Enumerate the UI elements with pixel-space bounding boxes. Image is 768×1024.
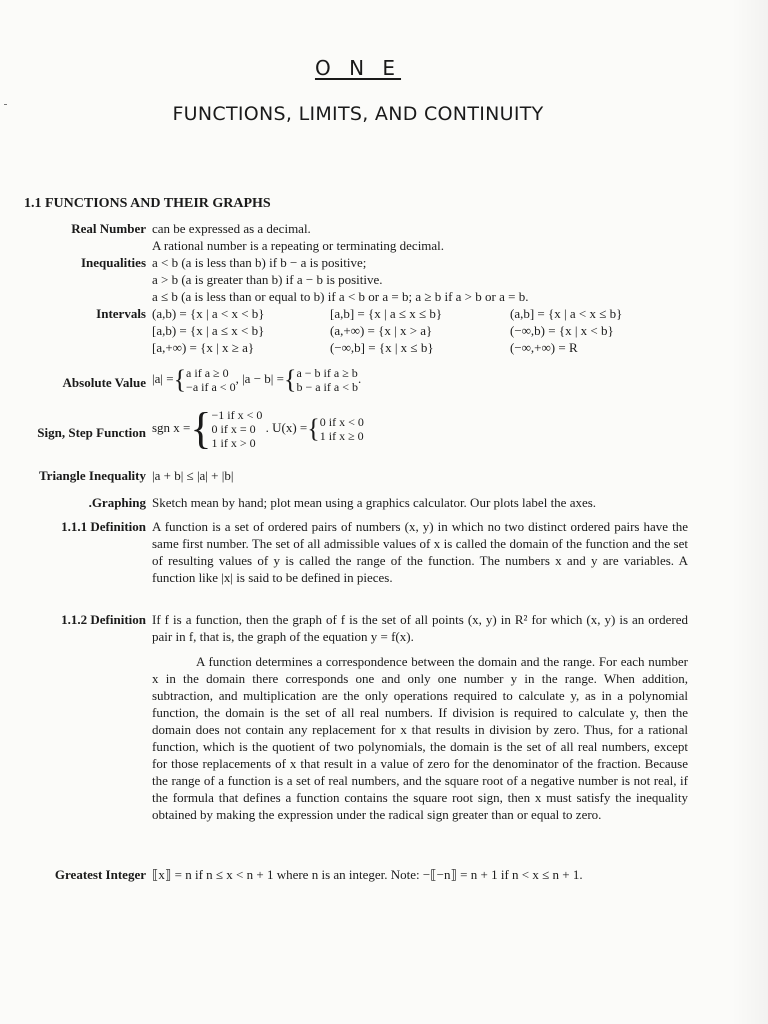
intervals-row	[152, 322, 692, 339]
case-line: 0 if x = 0	[211, 422, 256, 436]
left-brace: {	[307, 414, 320, 443]
paragraph-text: A function determines a correspondence between the domain and the range. For each number x in the domain there corresponds one and only one number y in the range. When addition, subtraction, and multiplication are the only operations required to calculate y, as in a polynomial function, the domain is the set of all real numbers. If division is required to calculate y, then the domain does not contain any replacement for x that results in division by zero. Thus, for a rational function, which is the quotient of two polynomials, the domain is the set of all real numbers, except for those replacements of x that result in a value of zero for the denominator of the fraction. Because the range of a function is a set of real numbers, and the square root of a negative number is not real, if the formula that defines a function contains the square root sign, then x must satisfy the inequality obtained by making the expression under the radical sign greater than or equal to zero.	[152, 654, 688, 822]
scan-shadow	[732, 0, 768, 1024]
entry-text: a > b (a is greater than b) if a − b is positive.	[152, 272, 383, 287]
left-brace: {	[283, 365, 297, 394]
chapter-number: O N E	[314, 56, 402, 80]
case-line: −a if a < 0	[186, 380, 236, 394]
case-line: 1 if x ≥ 0	[319, 429, 364, 443]
interval-cell: [a,+∞) = {x | x ≥ a}	[152, 340, 255, 355]
entry-label: Real Number	[71, 221, 146, 236]
case-line: a − b if a ≥ b	[296, 366, 358, 380]
intervals-table	[152, 305, 692, 356]
cases	[186, 366, 236, 394]
formula-end: .	[357, 370, 362, 386]
interval-cell: [a,b] = {x | a ≤ x ≤ b}	[330, 306, 443, 321]
entry-label: Intervals	[96, 306, 146, 321]
entry-label: Triangle Inequality	[38, 468, 146, 483]
case-line: b − a if a < b	[296, 380, 358, 394]
entry-text: Sketch mean by hand; plot mean using a graphics calculator. Our plots label the axes.	[152, 495, 597, 510]
cases	[296, 366, 358, 394]
left-brace: {	[173, 365, 187, 394]
entry-label: Absolute Value	[62, 375, 146, 390]
interval-cell: (a,+∞) = {x | x > a}	[330, 323, 433, 338]
entry-label: Inequalities	[80, 255, 146, 270]
formula-separator: . U(x) =	[265, 419, 308, 435]
definition-text: If f is a function, then the graph of f is the set of all points (x, y) in R² for which (x, y) is an ordered pair in f, that is, the graph of the equation y = f(x).	[152, 612, 688, 644]
definition-text: A function is a set of ordered pairs of numbers (x, y) in which no two distinct ordered pairs have the same first number. The set of all admissible values of x is called the domain of the function and the set of resulting values of y is called the range of the function. The numbers x and y are variables. A function like |x| is said to be defined in pieces.	[152, 519, 688, 585]
interval-cell: (−∞,b) = {x | x < b}	[510, 323, 614, 338]
entry-text: a ≤ b (a is less than or equal to b) if a < b or a = b; a ≥ b if a > b or a = b.	[152, 289, 529, 304]
interval-cell: (−∞,+∞) = R	[510, 340, 578, 355]
entry-label: 1.1.2 Definition	[61, 612, 146, 627]
left-brace: {	[190, 404, 212, 453]
interval-cell: [a,b) = {x | a ≤ x < b}	[152, 323, 265, 338]
absolute-value-formula	[152, 365, 362, 394]
formula-lhs: sgn x =	[152, 419, 191, 435]
entry-text: a < b (a is less than b) if b − a is positive;	[152, 255, 367, 270]
case-line: 0 if x < 0	[319, 415, 364, 429]
sign-step-formula	[152, 404, 364, 453]
intervals-row	[152, 305, 692, 322]
entry-text: ⟦x⟧ = n if n ≤ x < n + 1 where n is an integer. Note: −⟦−n⟧ = n + 1 if n < x ≤ n + 1.	[152, 867, 583, 882]
case-line: a if a ≥ 0	[186, 366, 229, 380]
entry-label: Greatest Integer	[54, 867, 146, 882]
chapter-title: FUNCTIONS, LIMITS, AND CONTINUITY	[172, 103, 544, 125]
intervals-row	[152, 339, 692, 356]
cases	[212, 408, 263, 450]
formula-separator: ,	[235, 370, 239, 386]
entry-label: 1.1.1 Definition	[61, 519, 146, 534]
formula-lhs: |a − b| =	[242, 370, 284, 386]
interval-cell: (−∞,b] = {x | x ≤ b}	[330, 340, 434, 355]
interval-cell: (a,b] = {x | a < x ≤ b}	[510, 306, 623, 321]
interval-cell: (a,b) = {x | a < x < b}	[152, 306, 265, 321]
section-heading: 1.1 FUNCTIONS AND THEIR GRAPHS	[24, 196, 271, 211]
case-line: −1 if x < 0	[211, 408, 263, 422]
formula-lhs: |a| =	[152, 370, 174, 386]
entry-text: can be expressed as a decimal.	[152, 221, 311, 236]
entry-label: Sign, Step Function	[37, 425, 146, 440]
cases	[320, 415, 364, 443]
entry-text: |a + b| ≤ |a| + |b|	[152, 468, 234, 483]
case-line: 1 if x > 0	[211, 436, 256, 450]
entry-label: .Graphing	[88, 495, 146, 510]
entry-text: A rational number is a repeating or terminating decimal.	[152, 238, 445, 253]
